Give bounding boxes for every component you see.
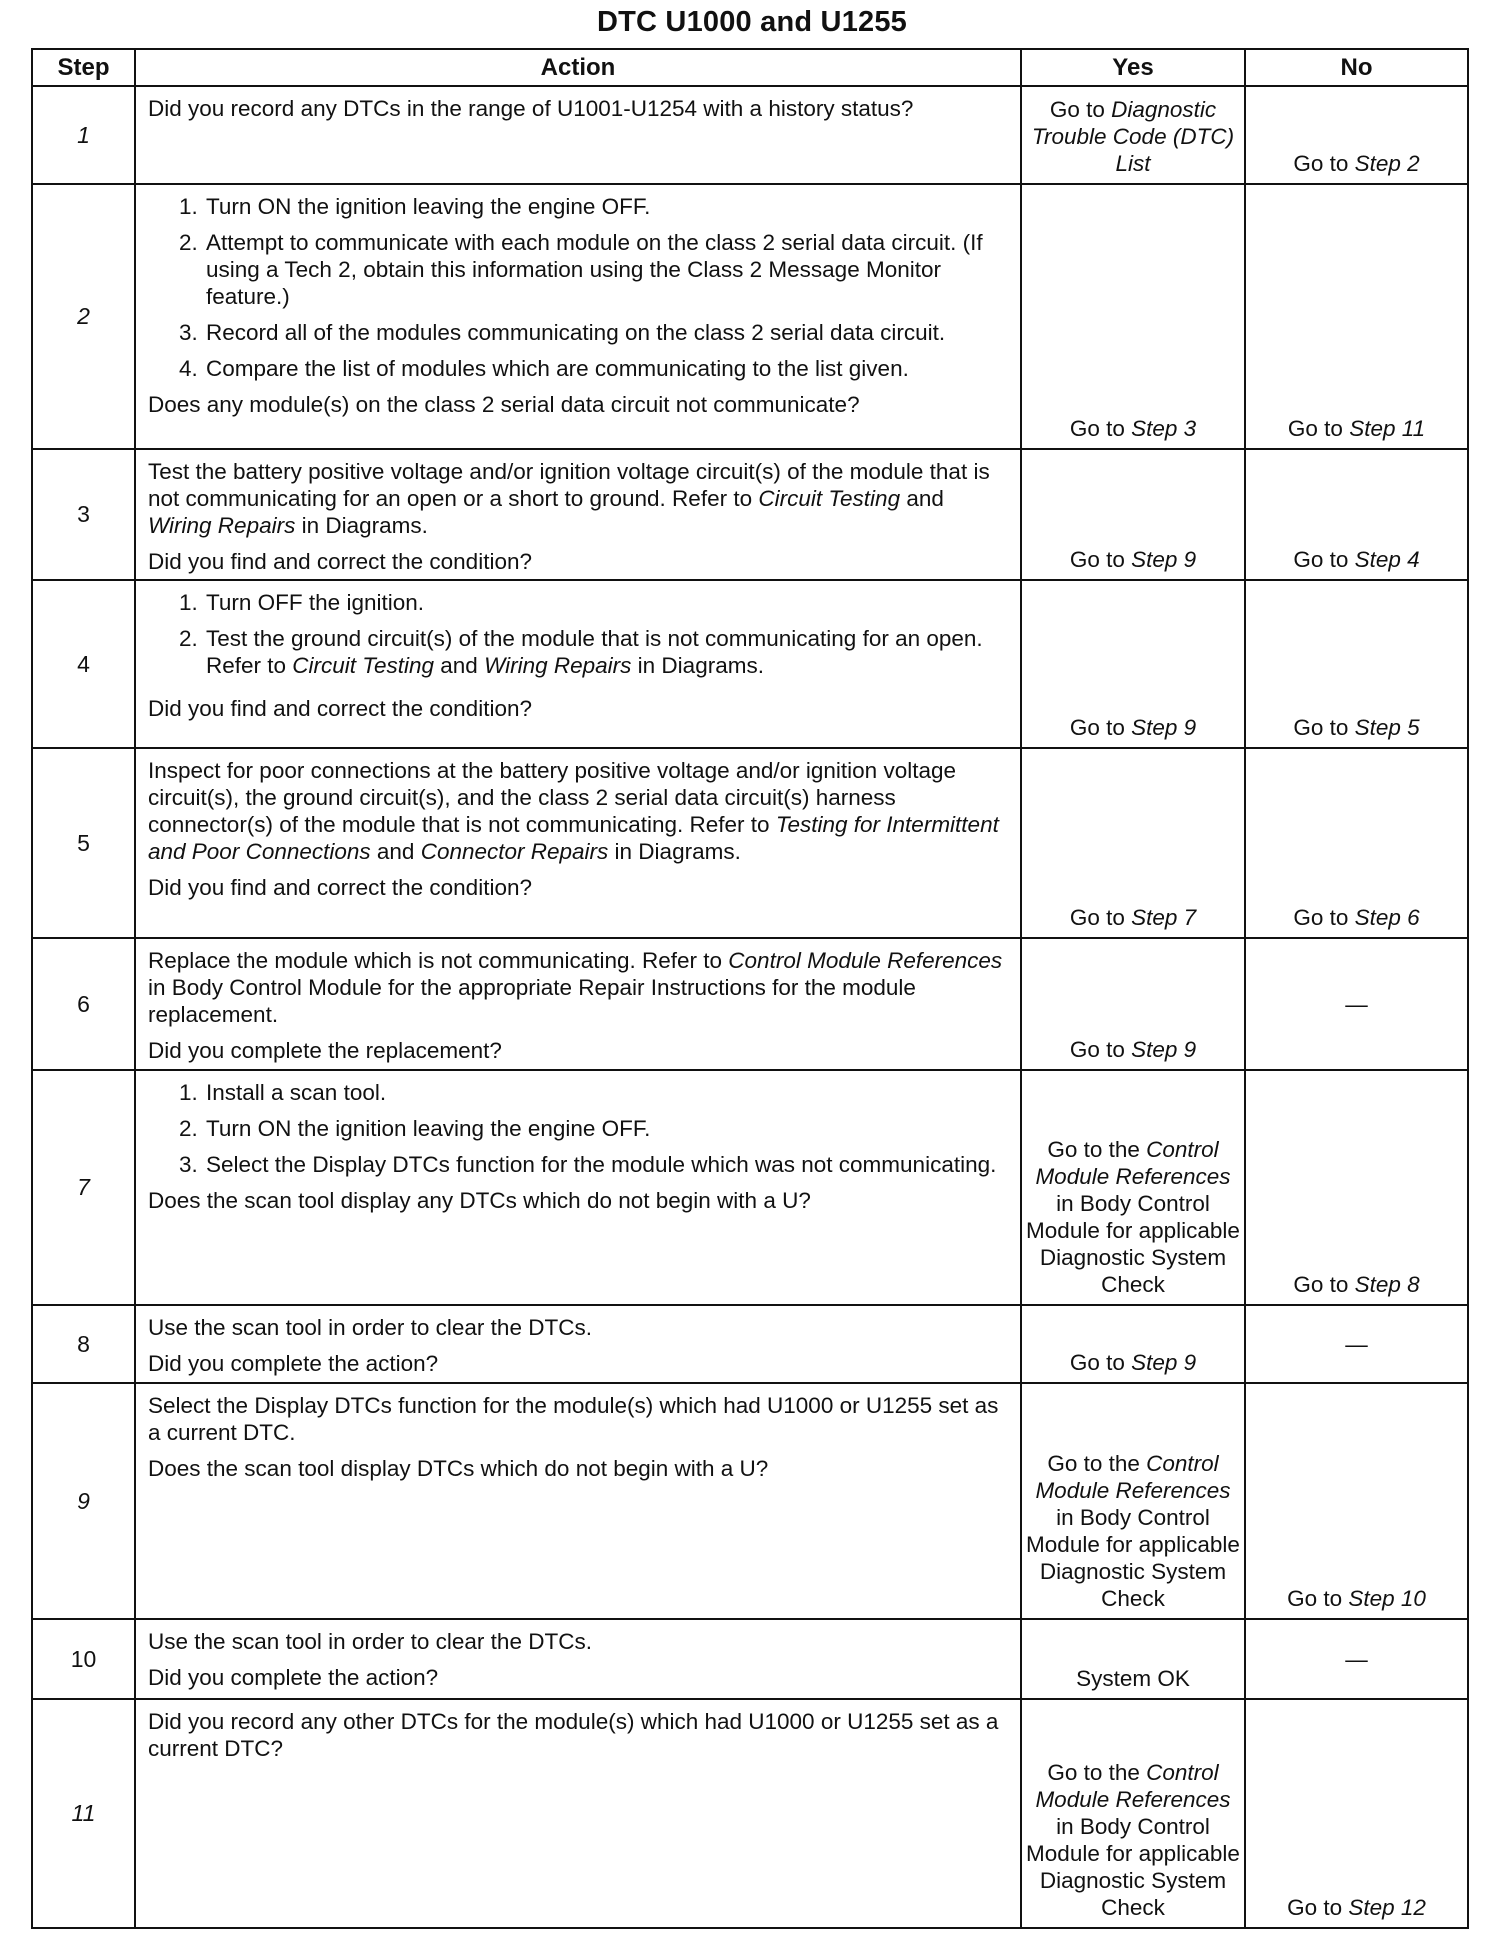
action-list — [148, 1079, 1010, 1178]
yes-link[interactable]: Diagnostic Trouble Code (DTC) List — [1031, 97, 1235, 176]
yes-cell: Go to Diagnostic Trouble Code (DTC) List — [1021, 86, 1245, 184]
table-row — [32, 1305, 1468, 1383]
yes-cell: System OK — [1021, 1619, 1245, 1699]
table-row — [32, 184, 1468, 449]
step-number: 2 — [32, 184, 135, 449]
no-link[interactable]: Step 8 — [1354, 1272, 1420, 1297]
table-row — [32, 86, 1468, 184]
step-number: 1 — [32, 86, 135, 184]
question-text: Did you find and correct the condition? — [148, 549, 532, 574]
table-header-row — [32, 49, 1468, 86]
no-link[interactable]: Step 10 — [1348, 1586, 1426, 1611]
action-cell — [135, 938, 1021, 1070]
yes-link[interactable]: Step 9 — [1131, 715, 1197, 740]
no-cell: Go to Step 12 — [1245, 1699, 1468, 1928]
action-text: Replace the module which is not communicating. Refer to Control Module References in Body Control Module for the appropriate Repair Instructions for the module replacement. — [148, 948, 1003, 1027]
action-cell — [135, 1305, 1021, 1383]
list-item: 1. Install a scan tool. — [204, 1079, 1010, 1106]
list-item: 2. Attempt to communicate with each module on the class 2 serial data circuit. (If using a Tech 2, obtain this information using the Class 2 Message Monitor feature.) — [204, 229, 1010, 310]
diagnostic-table — [31, 48, 1469, 1929]
no-cell: — — [1245, 938, 1468, 1070]
yes-link[interactable]: Control Module References — [1035, 1451, 1231, 1503]
no-cell: Go to Step 10 — [1245, 1383, 1468, 1619]
action-text: Use the scan tool in order to clear the DTCs. — [148, 1315, 592, 1340]
action-text: Did you record any DTCs in the range of U1001-U1254 with a history status? — [148, 96, 914, 121]
question-text: Does the scan tool display DTCs which do not begin with a U? — [148, 1456, 769, 1481]
action-cell — [135, 449, 1021, 580]
question-text: Did you find and correct the condition? — [148, 696, 532, 721]
yes-cell: Go to Step 9 — [1021, 580, 1245, 748]
action-list — [148, 193, 1010, 382]
list-item: 2. Test the ground circuit(s) of the module that is not communicating for an open. Refer to Circuit Testing and Wiring Repairs in Diagrams. — [204, 625, 1010, 679]
yes-link[interactable]: Control Module References — [1035, 1760, 1231, 1812]
yes-link[interactable]: Control Module References — [1035, 1137, 1231, 1189]
action-text: Did you record any other DTCs for the module(s) which had U1000 or U1255 set as a current DTC? — [148, 1709, 999, 1761]
action-text: Inspect for poor connections at the battery positive voltage and/or ignition voltage circuit(s), the ground circuit(s), and the class 2 serial data circuit(s) harness connector(s) of the module that is not communicating. Refer to Testing for Intermittent and Poor Connections and Connector Repairs in Diagrams. — [148, 758, 999, 864]
no-cell: Go to Step 2 — [1245, 86, 1468, 184]
no-link[interactable]: Step 2 — [1354, 151, 1420, 176]
no-cell: — — [1245, 1619, 1468, 1699]
table-row — [32, 1699, 1468, 1928]
action-cell — [135, 184, 1021, 449]
action-text: Test the battery positive voltage and/or ignition voltage circuit(s) of the module that is not communicating for an open or a short to ground. Refer to Circuit Testing and Wiring Repairs in Diagrams. — [148, 459, 990, 538]
yes-link[interactable]: Step 3 — [1131, 416, 1197, 441]
step-number: 9 — [32, 1383, 135, 1619]
table-row — [32, 1070, 1468, 1305]
step-number: 5 — [32, 748, 135, 938]
question-text: Does any module(s) on the class 2 serial data circuit not communicate? — [148, 392, 860, 417]
yes-cell: Go to the Control Module References in Body Control Module for applicable Diagnostic System Check — [1021, 1699, 1245, 1928]
yes-cell: Go to Step 9 — [1021, 449, 1245, 580]
action-cell — [135, 1699, 1021, 1928]
header-step: Step — [32, 49, 135, 86]
yes-link[interactable]: Step 7 — [1131, 905, 1197, 930]
table-row — [32, 1383, 1468, 1619]
no-cell: Go to Step 11 — [1245, 184, 1468, 449]
no-cell: Go to Step 6 — [1245, 748, 1468, 938]
action-list — [148, 589, 1010, 679]
list-item: 3. Select the Display DTCs function for the module which was not communicating. — [204, 1151, 1010, 1178]
list-item: 1. Turn ON the ignition leaving the engine OFF. — [204, 193, 1010, 220]
action-cell — [135, 748, 1021, 938]
step-number: 8 — [32, 1305, 135, 1383]
list-item: 2. Turn ON the ignition leaving the engine OFF. — [204, 1115, 1010, 1142]
yes-link[interactable]: Step 9 — [1131, 547, 1197, 572]
no-cell: Go to Step 5 — [1245, 580, 1468, 748]
yes-cell: Go to the Control Module References in Body Control Module for applicable Diagnostic System Check — [1021, 1070, 1245, 1305]
yes-cell: Go to Step 3 — [1021, 184, 1245, 449]
yes-link[interactable]: Step 9 — [1131, 1037, 1197, 1062]
yes-cell: Go to Step 9 — [1021, 1305, 1245, 1383]
table-row — [32, 748, 1468, 938]
yes-cell: Go to Step 7 — [1021, 748, 1245, 938]
table-row — [32, 449, 1468, 580]
action-cell — [135, 1619, 1021, 1699]
question-text: Did you complete the action? — [148, 1665, 439, 1690]
question-text: Does the scan tool display any DTCs which do not begin with a U? — [148, 1188, 811, 1213]
no-link[interactable]: Step 5 — [1354, 715, 1420, 740]
step-number: 7 — [32, 1070, 135, 1305]
question-text: Did you find and correct the condition? — [148, 875, 532, 900]
list-item: 4. Compare the list of modules which are communicating to the list given. — [204, 355, 1010, 382]
no-link[interactable]: Step 4 — [1354, 547, 1420, 572]
yes-cell: Go to the Control Module References in Body Control Module for applicable Diagnostic System Check — [1021, 1383, 1245, 1619]
step-number: 11 — [32, 1699, 135, 1928]
yes-link[interactable]: Step 9 — [1131, 1350, 1197, 1375]
table-row — [32, 1619, 1468, 1699]
page-title: DTC U1000 and U1255 — [596, 6, 908, 38]
no-link[interactable]: Step 11 — [1349, 416, 1426, 441]
step-number: 10 — [32, 1619, 135, 1699]
action-cell — [135, 86, 1021, 184]
action-cell — [135, 1070, 1021, 1305]
header-yes: Yes — [1021, 49, 1245, 86]
question-text: Did you complete the replacement? — [148, 1038, 502, 1063]
action-cell — [135, 1383, 1021, 1619]
no-cell: Go to Step 4 — [1245, 449, 1468, 580]
list-item: 3. Record all of the modules communicating on the class 2 serial data circuit. — [204, 319, 1010, 346]
header-no: No — [1245, 49, 1468, 86]
table-row — [32, 938, 1468, 1070]
no-link[interactable]: Step 12 — [1348, 1895, 1426, 1920]
action-text: Use the scan tool in order to clear the DTCs. — [148, 1629, 592, 1654]
action-cell — [135, 580, 1021, 748]
table-row — [32, 580, 1468, 748]
step-number: 3 — [32, 449, 135, 580]
step-number: 4 — [32, 580, 135, 748]
question-text: Did you complete the action? — [148, 1351, 439, 1376]
header-action: Action — [135, 49, 1021, 86]
no-link[interactable]: Step 6 — [1354, 905, 1420, 930]
yes-cell: Go to Step 9 — [1021, 938, 1245, 1070]
no-cell: — — [1245, 1305, 1468, 1383]
no-cell: Go to Step 8 — [1245, 1070, 1468, 1305]
list-item: 1. Turn OFF the ignition. — [204, 589, 1010, 616]
action-text: Select the Display DTCs function for the module(s) which had U1000 or U1255 set as a current DTC. — [148, 1393, 999, 1445]
step-number: 6 — [32, 938, 135, 1070]
